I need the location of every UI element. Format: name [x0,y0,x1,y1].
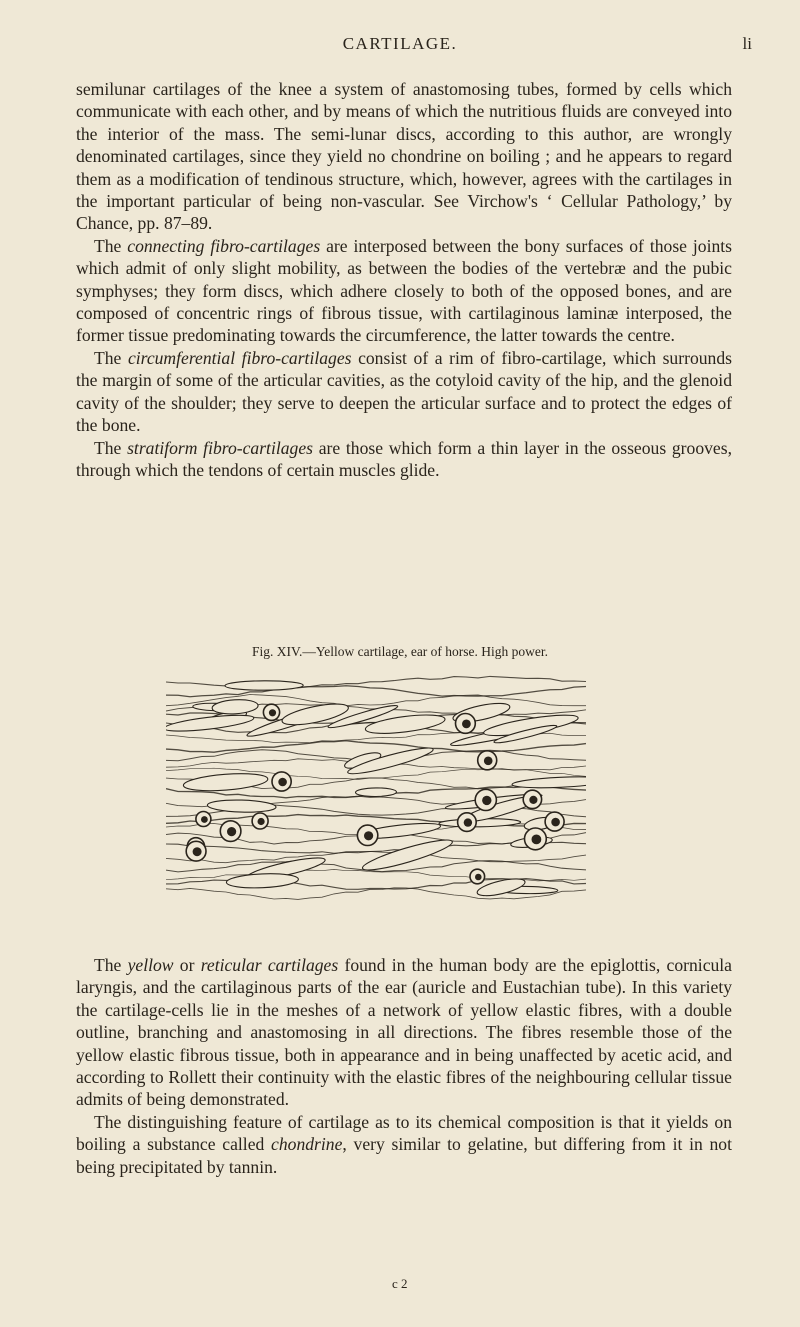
yellow-cartilage-engraving [166,668,586,908]
cell-lacuna [512,775,586,789]
text-run: The [94,347,128,368]
nucleolus [193,847,202,856]
italic-term: connecting fibro-cartilages [127,235,321,256]
running-head: CARTILAGE. [342,34,458,53]
paragraph [76,437,732,482]
text-run: are interposed between the bony surfaces of those joints which admit of only slight mobility, as between the bodies of the vertebræ and the pubic symphyses; they form discs, which adhere closely to both of the opposed bones, and are composed of concentric rings of fibrous tissue, with cartilaginous laminæ interposed, the former tissue predominating towards the circumference, the latter towards the centre. [76,235,732,346]
body-text-bottom [76,954,732,1178]
figure-caption: Fig. XIV.—Yellow cartilage, ear of horse. High power. [251,644,549,659]
cell-lacuna [355,788,396,797]
text-run: consist of a rim of fibro-cartilage, which surrounds the margin of some of the articular cavities, as the cotyloid cavity of the hip, and the glenoid cavity of the shoulder; they serve to deepen the articular surface and to protect the edges of the bone. [76,347,732,436]
nucleolus [529,796,537,804]
text-run: The [94,235,128,256]
nucleolus [551,818,560,827]
page-header [0,34,800,58]
text-run: The [94,955,128,975]
text-run: semilunar cartilages of the knee a system of anastomosing tubes, formed by cells which communicate with each other, and by means of which the nutritious fluids are conveyed into the interior of the mass. The semi-lunar discs, according to this author, are wrongly denominated cartilages, since they yield no chondrine on boiling ; and he appears to regard them as a modification of tendinous structure, which, however, agrees with the cartilages in the important particular of being non-vascular. See Virchow's ‘ Cellular Pathology,’ by Chance, pp. 87–89. [76,79,732,234]
nucleolus [475,874,482,881]
cell-lacuna [225,681,303,691]
text-run: or [173,955,201,975]
nucleolus [484,757,493,766]
nucleolus [462,720,471,729]
italic-term: chondrine [271,1134,343,1155]
paragraph [76,1111,732,1178]
text-run: The distinguishing feature of cartilage as to its chemical composition is that it yields on boiling a substance called [76,1111,732,1155]
page-number: li [742,34,752,53]
nucleolus [269,709,276,716]
italic-term: circumferential fibro-cartilages [127,347,352,368]
text-run: The [94,437,128,458]
paragraph [76,78,732,235]
text-run: are those which form a thin layer in the osseous grooves, through which the tendons of certain muscles glide. [76,437,732,480]
yellow-cartilage-illustration [166,668,586,908]
italic-term: reticular cartilages [200,955,339,975]
nucleolus [364,831,373,840]
cell-lacuna [207,799,276,813]
body-text-top [76,78,732,481]
nucleolus [482,796,491,805]
cell-lacuna [166,712,254,734]
nucleolus [227,827,236,836]
nucleolus [532,835,542,845]
text-run: found in the human body are the epiglottis, cornicula laryngis, and the cartilaginous parts of the ear (auricle and Eustachian tube). In this variety the cartilage-cells lie in the meshes of a network of yellow elastic fibres, with a double outline, branching and anastomosing in all directions. The fibres resemble those of the yellow elastic fibrous tissue, both in appearance and in being unaffected by acetic acid, and according to Rollett their continuity with the elastic fibres of the neighbouring cellular tissue admits of being demonstrated. [76,955,732,1110]
paragraph [76,347,732,437]
nucleolus [201,816,208,823]
paragraph [76,235,732,347]
italic-term: stratiform fibro-cartilages [127,437,313,458]
italic-term: yellow [127,955,174,975]
nucleolus [278,778,287,787]
cell-lacuna [183,771,269,793]
paragraph [76,954,732,1111]
text-run: , very similar to gelatine, but differing from it in not being precipitated by tannin. [76,1134,732,1177]
elastic-fibre [166,741,586,753]
nucleolus [258,818,265,825]
nucleolus [464,818,472,826]
signature-mark: c 2 [392,1276,408,1291]
cell-lacuna [212,698,259,715]
